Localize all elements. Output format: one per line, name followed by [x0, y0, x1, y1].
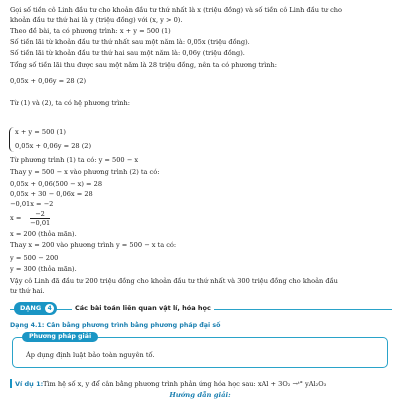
solution-line: Số tiền lãi từ khoản đầu tư thứ nhất sau một năm là: 0,05x (triệu đồng).: [10, 38, 250, 46]
example-label: Ví dụ 1:: [15, 380, 44, 388]
solution-line: Thay y = 500 − x vào phương trình (2) ta có:: [10, 168, 160, 176]
method-label: Phương pháp giải: [22, 332, 98, 342]
fraction-numerator: −2: [35, 210, 45, 218]
fraction-denominator: −0,01: [30, 219, 51, 227]
method-text: Áp dụng định luật bảo toàn nguyên tố.: [26, 351, 155, 359]
conclusion-line: Vậy cô Linh đã đầu tư 200 triệu đồng cho khoản đầu tư thứ nhất và 300 triệu đồng cho khoản đầu: [10, 277, 338, 285]
equation-line: −0,01x = −2: [10, 200, 54, 208]
example-marker: [10, 379, 12, 388]
equation-line: 0,05x + 0,06(500 − x) = 28: [10, 180, 103, 188]
fraction-lhs: x =: [10, 214, 22, 222]
solution-line: khoản đầu tư thứ hai là y (triệu đồng) với (x, y > 0).: [10, 16, 183, 24]
solution-line: Từ (1) và (2), ta có hệ phương trình:: [10, 99, 131, 107]
solution-line: Gọi số tiền cô Linh đầu tư cho khoản đầu tư thứ nhất là x (triệu đồng) và số tiền cô Linh đầu tư cho: [10, 6, 342, 14]
system-equation-2: 0,05x + 0,06y = 28 (2): [15, 142, 92, 150]
solution-line: Theo đề bài, ta có phương trình: x + y = 500 (1): [10, 27, 171, 35]
solution-line: Từ phương trình (1) ta có: y = 500 − x: [10, 156, 139, 164]
system-equation-1: x + y = 500 (1): [15, 128, 66, 136]
equation-line: 0,05x + 0,06y = 28 (2): [10, 77, 87, 85]
solution-line: Thay x = 200 vào phương trình y = 500 − x ta có:: [10, 241, 177, 249]
solution-line: Số tiền lãi từ khoản đầu tư thứ hai sau một năm là: 0,06y (triệu đồng).: [10, 49, 245, 57]
equation-line: 0,05x + 30 − 0,06x = 28: [10, 190, 93, 198]
conclusion-line: tư thứ hai.: [10, 287, 45, 295]
guide-title: Hướng dẫn giải:: [169, 391, 231, 399]
section-badge-label: DẠNG: [20, 304, 42, 312]
equation-line: y = 300 (thỏa mãn).: [10, 265, 77, 273]
section-badge-number: 4: [45, 304, 54, 313]
example-text: Tìm hệ số x, y để cân bằng phương trình phản ứng hóa học sau: xAl + 3O₂ →ᵗ° yAl₂O₃: [43, 380, 327, 388]
section-title: Các bài toán liên quan vật lí, hóa học: [72, 302, 214, 315]
equation-line: y = 500 − 200: [10, 254, 59, 262]
equation-line: x = 200 (thỏa mãn).: [10, 230, 77, 238]
section-badge: [14, 302, 57, 315]
subsection-title: Dạng 4.1: Cân bằng phương trình bằng phương pháp đại số: [10, 322, 221, 329]
solution-line: Tổng số tiền lãi thu được sau một năm là 28 triệu đồng, nên ta có phương trình:: [10, 61, 278, 69]
